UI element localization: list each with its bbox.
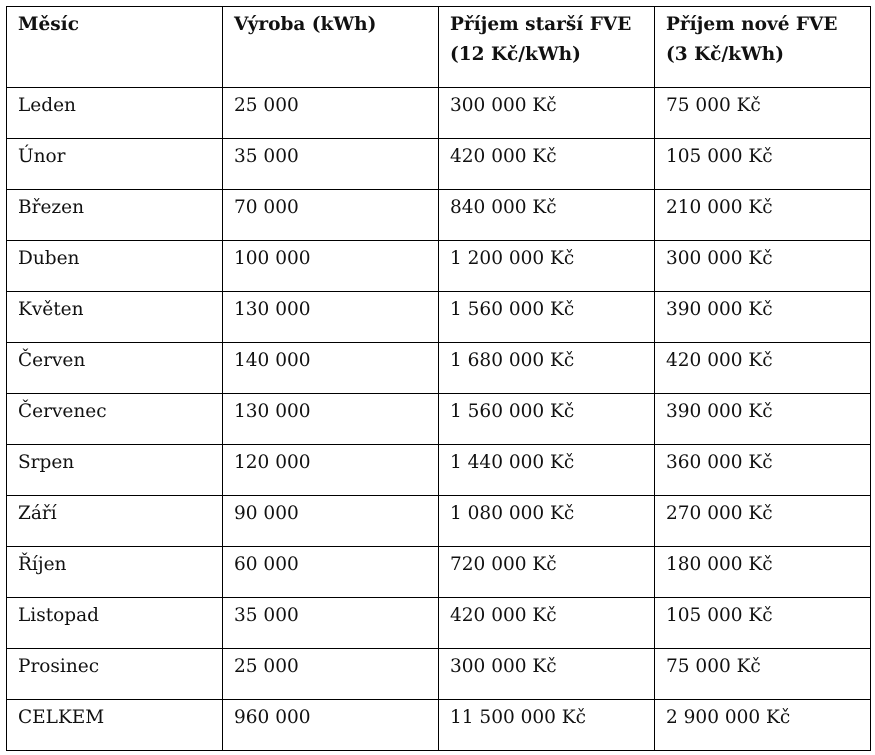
cell-income-old: 1 560 000 Kč	[439, 394, 655, 445]
cell-production: 100 000	[223, 241, 439, 292]
cell-income-new: 390 000 Kč	[655, 292, 871, 343]
cell-month: Červenec	[7, 394, 223, 445]
cell-production: 130 000	[223, 292, 439, 343]
cell-month: Prosinec	[7, 649, 223, 700]
table-body	[7, 88, 871, 751]
cell-income-old: 1 200 000 Kč	[439, 241, 655, 292]
header-income-new-fve: Příjem nové FVE (3 Kč/kWh)	[655, 7, 871, 88]
cell-income-new: 390 000 Kč	[655, 394, 871, 445]
total-row	[7, 700, 871, 751]
header-production: Výroba (kWh)	[223, 7, 439, 88]
table-row	[7, 292, 871, 343]
table-row	[7, 598, 871, 649]
table-row	[7, 547, 871, 598]
cell-month: Červen	[7, 343, 223, 394]
cell-month: Březen	[7, 190, 223, 241]
cell-income-new: 180 000 Kč	[655, 547, 871, 598]
cell-income-new: 75 000 Kč	[655, 88, 871, 139]
cell-month: Duben	[7, 241, 223, 292]
cell-income-new: 105 000 Kč	[655, 139, 871, 190]
cell-income-old: 300 000 Kč	[439, 88, 655, 139]
cell-production: 120 000	[223, 445, 439, 496]
cell-income-old: 300 000 Kč	[439, 649, 655, 700]
cell-month: Listopad	[7, 598, 223, 649]
table-row	[7, 343, 871, 394]
table-row	[7, 88, 871, 139]
table-row	[7, 445, 871, 496]
cell-month: CELKEM	[7, 700, 223, 751]
cell-production: 70 000	[223, 190, 439, 241]
cell-month: Květen	[7, 292, 223, 343]
cell-production: 130 000	[223, 394, 439, 445]
cell-income-new: 2 900 000 Kč	[655, 700, 871, 751]
cell-income-old: 11 500 000 Kč	[439, 700, 655, 751]
table-row	[7, 241, 871, 292]
cell-income-old: 1 080 000 Kč	[439, 496, 655, 547]
table-row	[7, 190, 871, 241]
cell-month: Únor	[7, 139, 223, 190]
cell-production: 35 000	[223, 598, 439, 649]
cell-income-new: 270 000 Kč	[655, 496, 871, 547]
table-header	[7, 7, 871, 88]
table-row	[7, 394, 871, 445]
cell-production: 25 000	[223, 88, 439, 139]
production-income-table	[6, 6, 871, 751]
table-row	[7, 139, 871, 190]
header-income-old-fve: Příjem starší FVE (12 Kč/kWh)	[439, 7, 655, 88]
cell-month: Říjen	[7, 547, 223, 598]
cell-income-old: 1 560 000 Kč	[439, 292, 655, 343]
header-month: Měsíc	[7, 7, 223, 88]
cell-production: 140 000	[223, 343, 439, 394]
cell-income-new: 210 000 Kč	[655, 190, 871, 241]
cell-month: Leden	[7, 88, 223, 139]
cell-income-old: 720 000 Kč	[439, 547, 655, 598]
cell-income-old: 1 440 000 Kč	[439, 445, 655, 496]
cell-income-old: 420 000 Kč	[439, 598, 655, 649]
cell-production: 35 000	[223, 139, 439, 190]
table-row	[7, 496, 871, 547]
cell-month: Září	[7, 496, 223, 547]
cell-income-old: 420 000 Kč	[439, 139, 655, 190]
cell-income-old: 840 000 Kč	[439, 190, 655, 241]
cell-income-old: 1 680 000 Kč	[439, 343, 655, 394]
header-row	[7, 7, 871, 88]
table-row	[7, 649, 871, 700]
cell-income-new: 360 000 Kč	[655, 445, 871, 496]
cell-production: 90 000	[223, 496, 439, 547]
cell-month: Srpen	[7, 445, 223, 496]
cell-income-new: 75 000 Kč	[655, 649, 871, 700]
cell-income-new: 300 000 Kč	[655, 241, 871, 292]
cell-income-new: 420 000 Kč	[655, 343, 871, 394]
cell-production: 960 000	[223, 700, 439, 751]
cell-production: 25 000	[223, 649, 439, 700]
cell-income-new: 105 000 Kč	[655, 598, 871, 649]
cell-production: 60 000	[223, 547, 439, 598]
